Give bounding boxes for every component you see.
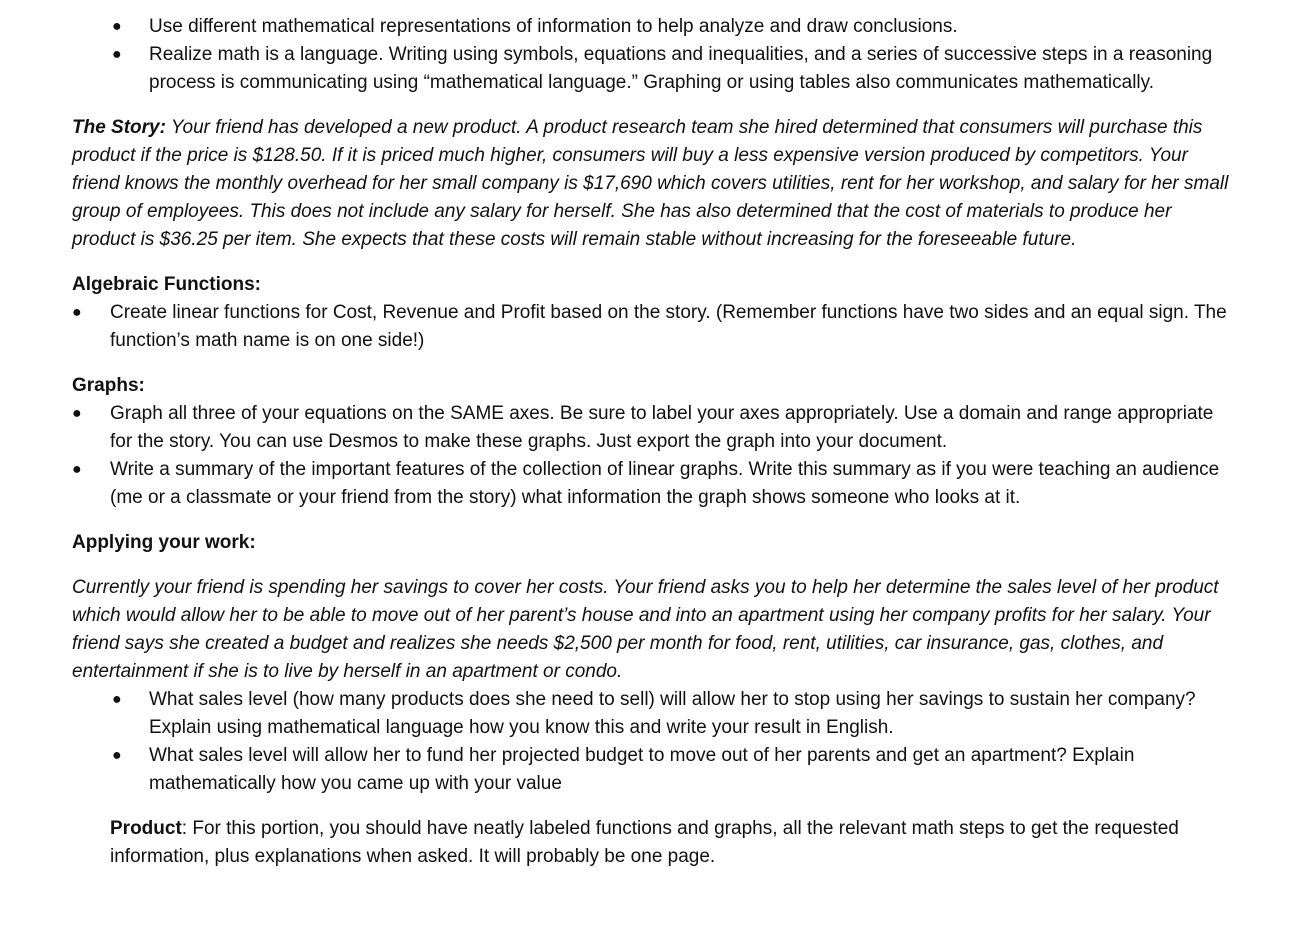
intro-bullet-list xyxy=(72,13,1230,97)
list-item xyxy=(72,686,1230,742)
bullet-icon: ● xyxy=(112,18,122,35)
bullet-icon: ● xyxy=(72,461,82,478)
story-lead: The Story: xyxy=(72,117,166,138)
bullet-icon: ● xyxy=(112,46,122,63)
applying-bullet-text: What sales level will allow her to fund her projected budget to move out of her parents and get an apartment? Explain mathematically how you came up with your value xyxy=(149,745,1135,794)
intro-bullet-text: Realize math is a language. Writing using symbols, equations and inequalities, and a series of successive steps in a reasoning process is communicating using “mathematical language.” Graphing or using tables also communicates mathematically. xyxy=(149,44,1213,93)
bullet-icon: ● xyxy=(72,405,82,422)
graphs-bullet-text: Write a summary of the important features of the collection of linear graphs. Write this summary as if you were teaching an audience (me or a classmate or your friend from the story) what information the graph shows someone who looks at it. xyxy=(110,459,1220,508)
list-item xyxy=(72,299,1230,355)
product-paragraph xyxy=(72,815,1230,871)
bullet-icon: ● xyxy=(72,304,82,321)
graphs-bullet-list xyxy=(72,400,1230,512)
list-item xyxy=(72,41,1230,97)
list-item xyxy=(72,742,1230,798)
algebraic-heading: Algebraic Functions: xyxy=(72,274,261,295)
graphs-bullet-text: Graph all three of your equations on the SAME axes. Be sure to label your axes appropriately. Use a domain and range appropriate for the story. You can use Desmos to make these graphs. Just export the graph into your document. xyxy=(110,403,1214,452)
list-item xyxy=(72,456,1230,512)
intro-bullet-text: Use different mathematical representations of information to help analyze and draw conclusions. xyxy=(149,16,958,37)
applying-bullet-list xyxy=(72,686,1230,798)
bullet-icon: ● xyxy=(112,747,122,764)
product-lead: Product xyxy=(110,818,182,839)
list-item xyxy=(72,13,1230,41)
algebraic-bullet-list xyxy=(72,299,1230,355)
product-text: : For this portion, you should have neatly labeled functions and graphs, all the relevant math steps to get the requested information, plus explanations when asked. It will probably be one page. xyxy=(110,818,1179,867)
story-paragraph xyxy=(72,114,1230,254)
applying-bullet-text: What sales level (how many products does she need to sell) will allow her to stop using her savings to sustain her company? Explain using mathematical language how you know this and write your result in English. xyxy=(149,689,1196,738)
algebraic-bullet-text: Create linear functions for Cost, Revenue and Profit based on the story. (Remember functions have two sides and an equal sign. The function’s math name is on one side!) xyxy=(110,302,1227,351)
applying-heading: Applying your work: xyxy=(72,532,256,553)
graphs-heading: Graphs: xyxy=(72,375,145,396)
applying-paragraph: Currently your friend is spending her savings to cover her costs. Your friend asks you to help her determine the sales level of her product which would allow her to be able to move out of her parent’s house and into an apartment using her company profits for her salary. Your friend says she created a budget and realizes she needs $2,500 per month for food, rent, utilities, car insurance, gas, clothes, and entertainment if she is to live by herself in an apartment or condo. xyxy=(72,577,1219,682)
story-text: Your friend has developed a new product. A product research team she hired determined that consumers will purchase this product if the price is $128.50. If it is priced much higher, consumers will buy a less expensive version produced by competitors. Your friend knows the monthly overhead for her small company is $17,690 which covers utilities, rent for her workshop, and salary for her small group of employees. This does not include any salary for herself. She has also determined that the cost of materials to produce her product is $36.25 per item. She expects that these costs will remain stable without increasing for the foreseeable future. xyxy=(72,117,1229,250)
bullet-icon: ● xyxy=(112,691,122,708)
list-item xyxy=(72,400,1230,456)
